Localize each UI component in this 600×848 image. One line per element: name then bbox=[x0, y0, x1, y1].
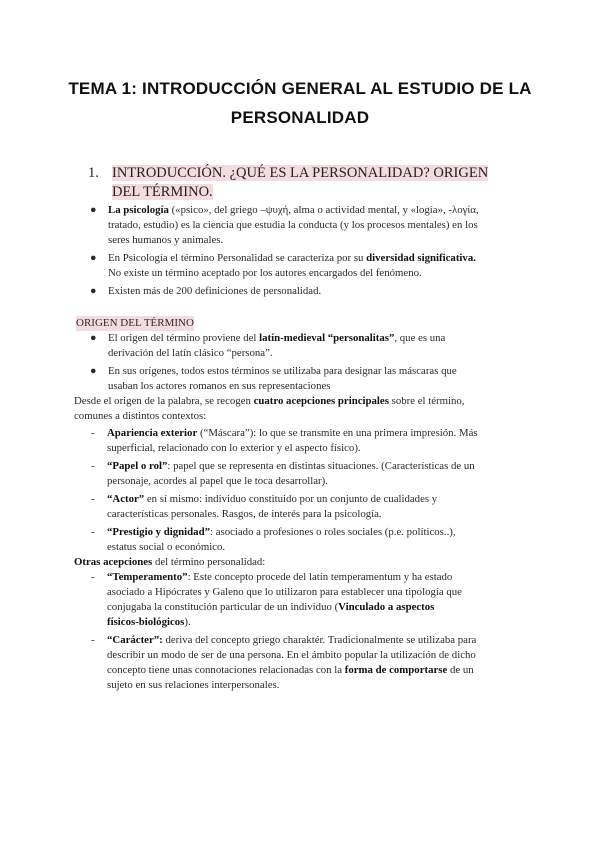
item-text: : papel que se representa en distintas situaciones. (Características de un bbox=[167, 460, 475, 472]
bullet-icon: ● bbox=[90, 285, 97, 297]
item-text: tratado, estudio) es la ciencia que estudia la conducta (y los procesos mentales) en los bbox=[108, 219, 478, 231]
item-text: : Este concepto procede del latín temperamentum y ha estado bbox=[187, 571, 453, 583]
item-text: usaban los actores romanos en sus representaciones bbox=[108, 380, 331, 392]
dash-icon: - bbox=[91, 634, 95, 646]
dash-icon: - bbox=[91, 460, 95, 472]
title-line-1: TEMA 1: INTRODUCCIÓN GENERAL AL ESTUDIO DE LA bbox=[68, 79, 532, 98]
dash-icon: - bbox=[91, 571, 95, 583]
item-text: deriva del concepto griego charaktér. Tradicionalmente se utilizaba para bbox=[162, 634, 477, 646]
list-item bbox=[76, 492, 546, 522]
para-text: sobre el término, bbox=[388, 395, 465, 407]
origen-section bbox=[76, 331, 546, 693]
item-text: describir un modo de ser de una persona. En el ámbito popular la utilización de dicho bbox=[107, 649, 476, 661]
term-bold: cuatro acepciones principales bbox=[253, 395, 389, 407]
para-text: Desde el origen de la palabra, se recogen bbox=[74, 395, 254, 407]
term-bold: “Carácter”: bbox=[107, 634, 163, 646]
item-text: estatus social o económico. bbox=[107, 541, 226, 553]
item-text: personaje, acordes al papel que le toca desarrollar). bbox=[107, 475, 328, 487]
dash-icon: - bbox=[91, 526, 95, 538]
item-text: En sus orígenes, todos estos términos se utilizaba para designar las máscaras que bbox=[108, 365, 457, 377]
title-line-2: PERSONALIDAD bbox=[230, 108, 370, 127]
item-text: concepto tiene unas connotaciones relacionadas con la bbox=[107, 664, 345, 676]
dash-icon: - bbox=[91, 493, 95, 505]
list-item bbox=[76, 633, 546, 693]
term-bold: Apariencia exterior bbox=[107, 427, 198, 439]
section-number: 1. bbox=[88, 165, 99, 181]
bullet-icon: ● bbox=[90, 204, 97, 216]
term-bold: “Prestigio y dignidad” bbox=[107, 526, 210, 538]
item-text: derivación del latín clásico “persona”. bbox=[108, 347, 273, 359]
term-bold: forma de comportarse bbox=[344, 664, 448, 676]
list-item bbox=[76, 284, 546, 299]
origen-heading bbox=[76, 316, 546, 331]
bullet-icon: ● bbox=[90, 365, 97, 377]
list-item bbox=[76, 251, 546, 281]
document-title bbox=[60, 74, 540, 132]
item-text: características personales. Rasgos, de interés para la psicología. bbox=[107, 508, 382, 520]
item-text: asociado a Hipócrates y Galeno que lo utilizaron para establecer una tipología que bbox=[107, 586, 462, 598]
item-text: El origen del término proviene del bbox=[108, 332, 260, 344]
paragraph bbox=[74, 555, 546, 570]
bullet-icon: ● bbox=[90, 332, 97, 344]
origen-heading-text: ORIGEN DEL TÉRMINO bbox=[76, 317, 194, 329]
list-item bbox=[76, 570, 546, 630]
paragraph bbox=[74, 394, 546, 424]
term-bold: Vinculado a aspectos bbox=[338, 601, 435, 613]
term-bold: Otras acepciones bbox=[74, 556, 153, 568]
item-text: En Psicología el término Personalidad se caracteriza por su bbox=[108, 252, 367, 264]
term-bold: “Papel o rol” bbox=[107, 460, 168, 472]
section-heading-line-1: INTRODUCCIÓN. ¿QUÉ ES LA PERSONALIDAD? ORIGEN bbox=[112, 165, 489, 181]
term-bold: físicos-biológicos bbox=[107, 616, 185, 628]
item-text: seres humanos y animales. bbox=[108, 234, 224, 246]
list-item bbox=[76, 426, 546, 456]
item-text: , que es una bbox=[394, 332, 446, 344]
item-text: (“Máscara”): lo que se transmite en una primera impresión. Más bbox=[197, 427, 478, 439]
item-text: sujeto en sus relaciones interpersonales. bbox=[107, 679, 280, 691]
dash-icon: - bbox=[91, 427, 95, 439]
list-item bbox=[76, 331, 546, 361]
list-item bbox=[76, 203, 546, 248]
section-heading-line-2: DEL TÉRMINO. bbox=[112, 184, 213, 200]
list-item bbox=[76, 525, 546, 555]
item-text: («psico», del griego ‒ψυχή, alma o actividad mental, y «logía», -λογία, bbox=[168, 204, 479, 216]
list-item bbox=[76, 459, 546, 489]
para-text: comunes a distintos contextos: bbox=[74, 410, 207, 422]
item-text: conjugaba la constitución particular de un individuo ( bbox=[107, 601, 339, 613]
item-text: : asociado a profesiones o roles sociales (p.e. políticos..), bbox=[210, 526, 456, 538]
intro-bullet-list bbox=[76, 203, 546, 299]
term-bold: latín-medieval “personalitas” bbox=[259, 332, 395, 344]
term-bold: La psicología bbox=[108, 204, 169, 216]
bullet-icon: ● bbox=[90, 252, 97, 264]
term-bold: “Temperamento” bbox=[107, 571, 188, 583]
item-text: No existe un término aceptado por los autores encargados del fenómeno. bbox=[108, 267, 422, 279]
item-text: Existen más de 200 definiciones de personalidad. bbox=[108, 285, 322, 297]
term-bold: diversidad significativa. bbox=[366, 252, 476, 264]
item-text: superficial, relacionado con lo exterior y el aspecto físico). bbox=[107, 442, 361, 454]
para-text: del término personalidad: bbox=[152, 556, 266, 568]
item-text: en sí mismo: individuo constituido por un conjunto de cualidades y bbox=[144, 493, 438, 505]
section-heading bbox=[88, 164, 508, 202]
item-text: ). bbox=[184, 616, 191, 628]
item-text: de un bbox=[447, 664, 474, 676]
list-item bbox=[76, 364, 546, 394]
term-bold: “Actor” bbox=[107, 493, 145, 505]
